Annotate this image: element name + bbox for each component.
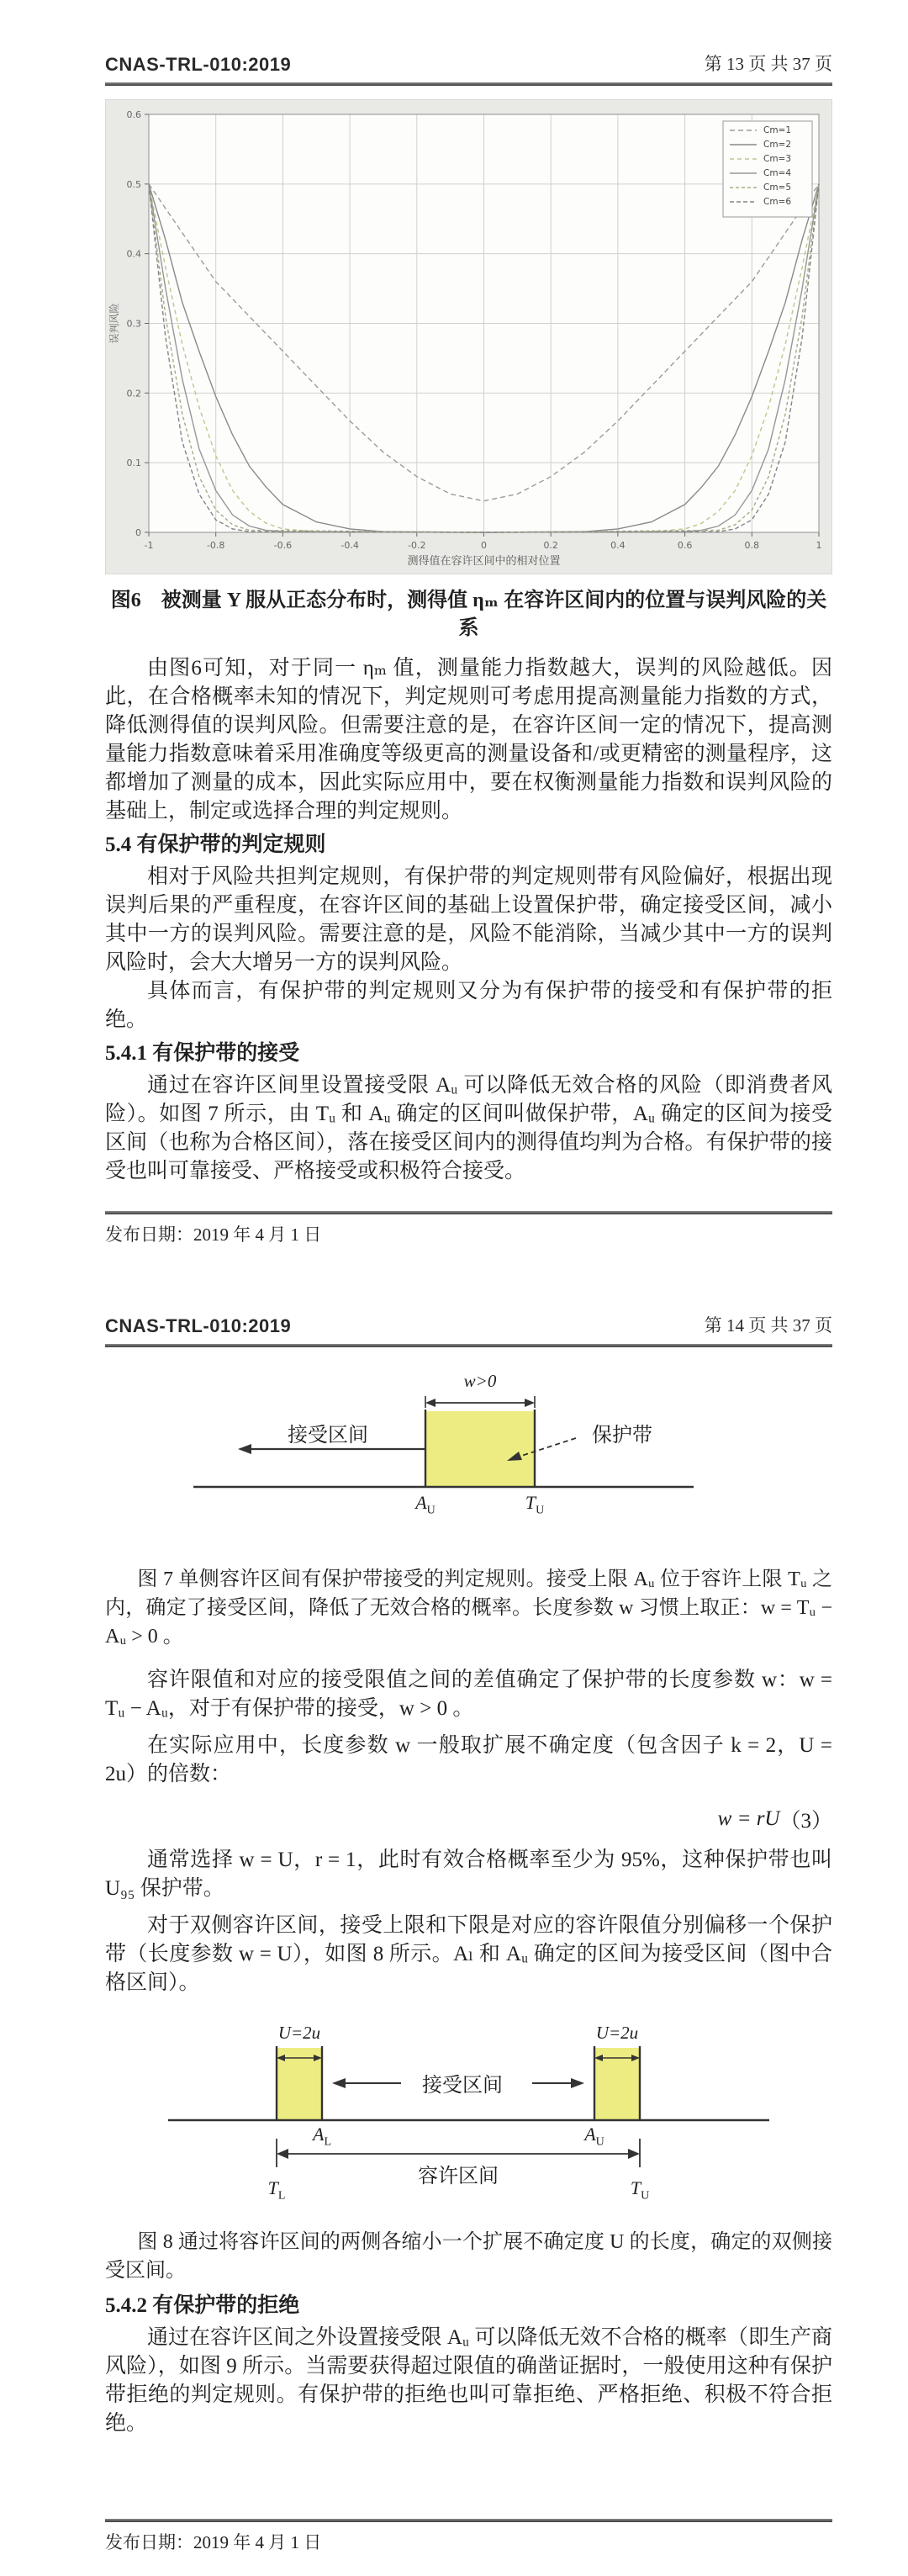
paragraph-intro: 由图6可知，对于同一 ηₘ 值，测量能力指数越大，误判的风险越低。因此，在合格概率未知的情况下，判定规则可考虑用提高测量能力指数的方式，降低测得值的误判风险。但需要注意的是，在容许区间一定的情况下，提高测量能力指数意味着采用准确度等级更高的测量设备和/或更精密的测量程序，这都增加了测量的成本，因此实际应用中，要在权衡测量能力指数和误判风险的基础上，制定或选择合理的判定规则。 [105, 657, 832, 823]
svg-text:误判风险: 误判风险 [108, 303, 120, 344]
page-number-info: 第 14 页 共 37 页 [704, 1315, 832, 1336]
heading-5-4-2: 5.4.2 有保护带的拒绝 [105, 2294, 300, 2317]
svg-text:0.1: 0.1 [126, 458, 141, 469]
fig7-tu-label: $T_U$ [525, 1492, 545, 1517]
svg-text:0: 0 [481, 540, 487, 551]
figure8-drawing [105, 2019, 832, 2221]
svg-text:0.8: 0.8 [744, 540, 760, 551]
doc-number: CNAS-TRL-010:2019 [105, 1315, 292, 1336]
fig8-tolerance-interval-label: 容许区间 [418, 2166, 499, 2187]
figure7-diagram [105, 1369, 832, 1558]
fig7-accept-interval-label: 接受区间 [288, 1425, 368, 1447]
svg-text:-0.8: -0.8 [206, 540, 225, 551]
paragraph-a: 容许限值和对应的接受限值之间的差值确定了保护带的长度参数 w：w = Tᵤ − Aᵤ，对于有保护带的接受，w > 0 。 [105, 1669, 832, 1720]
page-number-info: 第 13 页 共 37 页 [704, 54, 832, 74]
paragraph-b: 在实际应用中，长度参数 w 一般取扩展不确定度（包含因子 k = 2，U = 2u）的倍数： [105, 1734, 832, 1785]
svg-text:-0.6: -0.6 [273, 540, 293, 551]
paragraph-c: 通常选择 w = U，r = 1，此时有效合格概率至少为 95%，这种保护带也叫 U₉₅ 保护带。 [105, 1849, 832, 1900]
fig7-au-label: $A_U$ [415, 1492, 436, 1517]
fig8-tl-label: $T_L$ [267, 2177, 286, 2203]
fig8-u2u-left-label: U=2u [277, 2023, 321, 2043]
paragraph-5-4-b: 具体而言，有保护带的判定规则又分为有保护带的接受和有保护带的拒绝。 [105, 980, 832, 1031]
paragraph-5-4-1: 通过在容许区间里设置接受限 Aᵤ 可以降低无效合格的风险（即消费者风险）。如图 7 所示，由 Tᵤ 和 Aᵤ 确定的区间叫做保护带，Aᵤ 确定的区间为接受区间（也称为合格区间），落在接受区间内的测得值均判为合格。有保护带的接受也叫可靠接受、严格接受或积极符合接受。 [105, 1074, 832, 1182]
page-13 [0, 0, 908, 1268]
header-rule [105, 1344, 832, 1347]
fig8-al-label: $A_L$ [312, 2124, 331, 2149]
svg-text:Cm=4: Cm=4 [763, 168, 792, 178]
svg-text:0.5: 0.5 [126, 178, 141, 190]
fig8-au-label: $A_U$ [584, 2124, 604, 2149]
fig7-w-dim-label: w>0 [463, 1371, 497, 1391]
fig7-guard-band-label: 保护带 [592, 1425, 652, 1447]
svg-text:Cm=1: Cm=1 [763, 125, 792, 135]
paragraph-d: 对于双侧容许区间，接受上限和下限是对应的容许限值分别偏移一个保护带（长度参数 w = U），如图 8 所示。Aₗ 和 Aᵤ 确定的区间为接受区间（图中合格区间）。 [105, 1914, 832, 1994]
svg-text:0.3: 0.3 [126, 318, 141, 330]
equation-3 [105, 1804, 832, 1834]
publish-date: 发布日期：2019 年 4 月 1 日 [105, 1225, 322, 1245]
figure6-plot [105, 99, 832, 574]
figure6-caption: 图6 被测量 Y 服从正态分布时，测得值 ηₘ 在容许区间内的位置与误判风险的关系 [110, 590, 827, 639]
doc-number: CNAS-TRL-010:2019 [105, 54, 292, 75]
svg-text:Cm=2: Cm=2 [763, 140, 792, 150]
equation-formula: w = rU [717, 1807, 780, 1830]
svg-text:Cm=6: Cm=6 [763, 197, 792, 207]
paragraph-5-4-2: 通过在容许区间之外设置接受限 Aᵤ 可以降低无效不合格的概率（即生产商风险），如图 9 所示。当需要获得超过限值的确凿证据时，一般使用这种有保护带拒绝的判定规则。有保护带的拒绝也叫可靠拒绝、严格拒绝、积极不符合拒绝。 [105, 2326, 832, 2435]
svg-text:0.2: 0.2 [126, 388, 141, 399]
figure7-drawing [105, 1369, 832, 1558]
publish-date: 发布日期：2019 年 4 月 1 日 [105, 2532, 322, 2552]
svg-text:0: 0 [135, 527, 141, 538]
svg-text:Cm=3: Cm=3 [763, 154, 792, 164]
fig8-tu-label: $T_U$ [630, 2177, 650, 2203]
page-14 [0, 1268, 908, 2576]
svg-text:0.2: 0.2 [543, 540, 558, 551]
svg-text:0.6: 0.6 [677, 540, 693, 551]
page-header [105, 1305, 832, 1337]
fig8-accept-interval-label: 接受区间 [422, 2075, 503, 2097]
svg-text:Cm=5: Cm=5 [763, 182, 792, 193]
fig8-u2u-right-label: U=2u [595, 2023, 639, 2043]
svg-text:1: 1 [816, 540, 822, 551]
svg-text:-0.4: -0.4 [340, 540, 359, 551]
figure7-caption: 图 7 单侧容许区间有保护带接受的判定规则。接受上限 Aᵤ 位于容许上限 Tᵤ 之内，确定了接受区间，降低了无效合格的概率。长度参数 w 习惯上取正：w = Tᵤ − Aᵤ > 0 。 [105, 1568, 832, 1648]
svg-text:-0.2: -0.2 [408, 540, 426, 551]
heading-5-4-1: 5.4.1 有保护带的接受 [105, 1042, 300, 1065]
paragraph-5-4-a: 相对于风险共担判定规则，有保护带的判定规则带有风险偏好，根据出现误判后果的严重程度，在容许区间的基础上设置保护带，确定接受区间，减小其中一方的误判风险。需要注意的是，风险不能消除，当减少其中一方的误判风险时，会大大增另一方的误判风险。 [105, 865, 832, 974]
figure6-risk-chart [105, 99, 832, 579]
heading-5-4: 5.4 有保护带的判定规则 [105, 833, 326, 856]
svg-text:测得值在容许区间中的相对位置: 测得值在容许区间中的相对位置 [407, 555, 561, 568]
svg-text:0.4: 0.4 [126, 248, 141, 260]
header-rule [105, 82, 832, 86]
page-header [105, 44, 832, 76]
svg-text:0.6: 0.6 [126, 109, 141, 120]
svg-text:-1: -1 [144, 540, 154, 551]
svg-text:0.4: 0.4 [610, 540, 626, 551]
figure8-diagram [105, 2019, 832, 2221]
figure8-caption: 图 8 通过将容许区间的两侧各缩小一个扩展不确定度 U 的长度，确定的双侧接受区间。 [105, 2231, 832, 2282]
equation-number: （3） [779, 1810, 832, 1833]
